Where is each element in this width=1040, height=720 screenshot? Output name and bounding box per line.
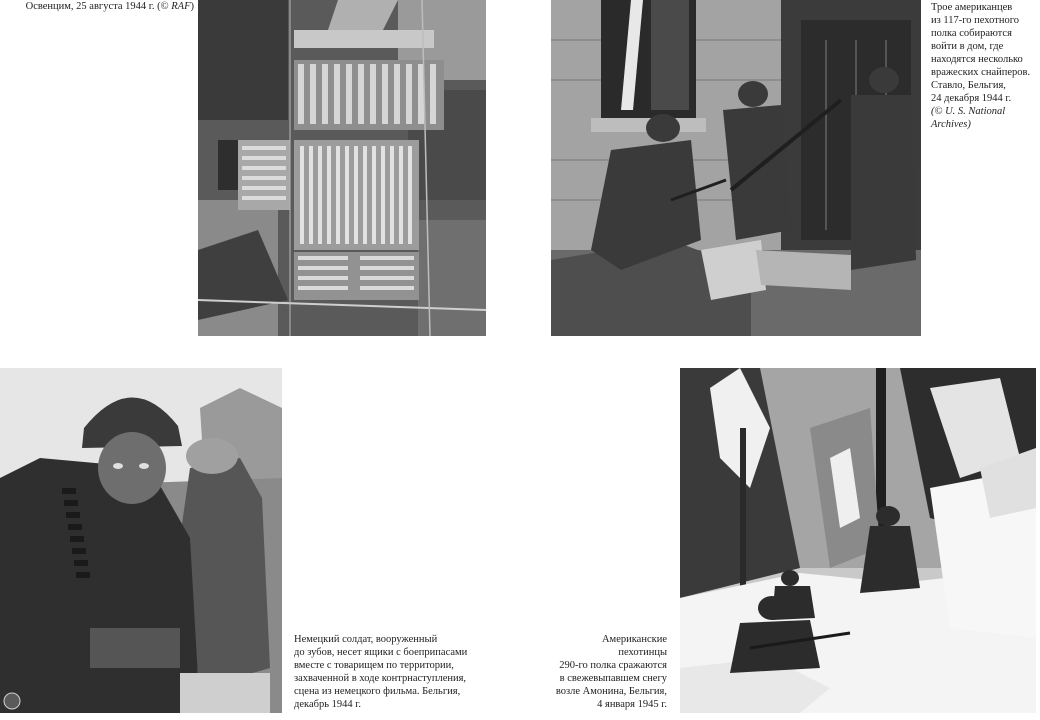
caption-auschwitz-text: Освенцим, 25 августа 1944 г. (©	[25, 1, 169, 12]
photo-soldiers-stavelot	[551, 0, 921, 336]
caption-snow-infantry	[530, 633, 667, 711]
caption-line: пехотинцы	[618, 647, 667, 658]
caption-line: Американские	[601, 634, 667, 645]
caption-auschwitz-line	[4, 0, 194, 13]
caption-line: Трое американцев	[931, 2, 1013, 13]
caption-line: вражеских снайперов.	[931, 67, 1031, 78]
photo-auschwitz-aerial	[198, 0, 486, 336]
caption-soldiers-stavelot	[931, 1, 1036, 131]
caption-credit: Archives)	[931, 119, 971, 130]
caption-auschwitz-aerial	[4, 0, 194, 13]
snow-infantry-photo-graphic	[680, 368, 1036, 713]
photo-snow-infantry	[680, 368, 1036, 713]
caption-line: 24 декабря 1944 г.	[931, 93, 1012, 104]
caption-line: сцена из немецкого фильма. Бельгия,	[294, 686, 461, 697]
caption-line: находятся несколько	[931, 54, 1023, 65]
german-soldier-photo-graphic	[0, 368, 282, 713]
caption-line: декабрь 1944 г.	[294, 699, 361, 710]
caption-credit: (© U. S. National	[931, 106, 1006, 117]
aerial-photo-graphic	[198, 0, 486, 336]
caption-line: 4 января 1945 г.	[597, 699, 667, 710]
caption-auschwitz-close: )	[190, 1, 194, 12]
caption-line: Ставло, Бельгия,	[931, 80, 1006, 91]
caption-line: до зубов, несет ящики с боеприпасами	[294, 647, 468, 658]
caption-line: возле Амонина, Бельгия,	[555, 686, 667, 697]
photo-german-soldier	[0, 368, 282, 713]
caption-line: из 117-го пехотного	[931, 15, 1020, 26]
soldiers-photo-graphic	[551, 0, 921, 336]
caption-line: захваченной в ходе контрнаступления,	[294, 673, 467, 684]
caption-line: вместе с товарищем по территории,	[294, 660, 454, 671]
caption-auschwitz-credit: RAF	[171, 1, 191, 12]
caption-line: полка собираются	[931, 28, 1012, 39]
caption-german-soldier	[294, 633, 514, 711]
caption-line: в свежевыпавшем снегу	[559, 673, 667, 684]
caption-line: Немецкий солдат, вооруженный	[294, 634, 438, 645]
caption-line: 290-го полка сражаются	[559, 660, 667, 671]
caption-line: войти в дом, где	[931, 41, 1004, 52]
